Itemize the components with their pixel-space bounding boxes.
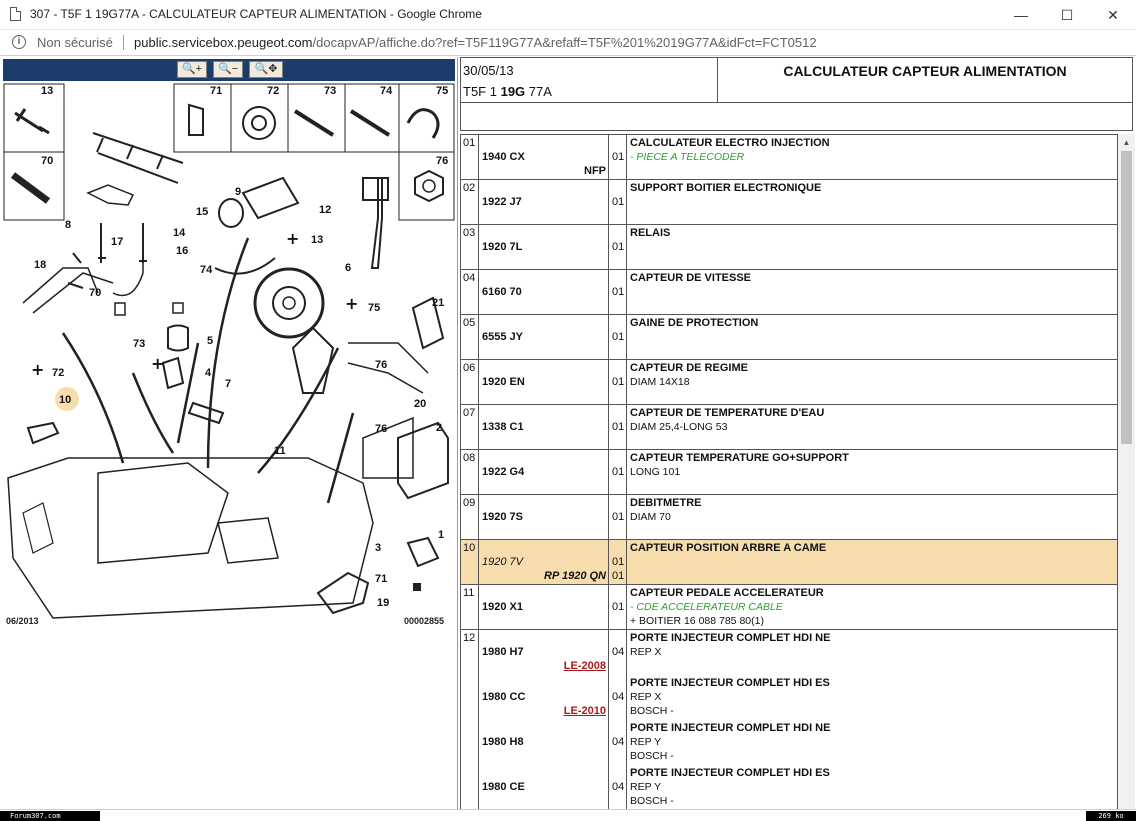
callout-18: 18 [34,259,47,271]
part-detail: + BOITIER 16 088 785 80(1) [630,615,764,627]
callout-5: 5 [207,335,214,347]
svg-text:+: + [151,354,165,373]
quantity: 04 [612,691,625,703]
status-bar [0,809,1136,821]
part-detail: BOSCH - [630,795,674,807]
description-cell [627,585,1117,629]
table-row[interactable] [461,540,1117,585]
callout-75: 75 [368,302,381,314]
ref-cell [479,225,609,269]
part-reference[interactable]: 1980 CC [482,691,526,703]
thumb-70[interactable] [174,84,231,152]
ref-cell [479,135,609,179]
description-cell [627,135,1117,179]
part-title: CAPTEUR DE TEMPERATURE D'EAU [630,407,825,419]
description-cell [627,225,1117,269]
callout-20: 20 [414,398,427,410]
part-reference[interactable]: 1980 H8 [482,736,524,748]
row-number: 10 [461,540,479,584]
quantity: 01 [612,421,625,433]
callout-76: 76 [375,423,388,435]
scrollbar-thumb[interactable] [1121,151,1132,444]
ref-cell [479,180,609,224]
ref-cell [479,540,609,584]
injector-drawing [363,178,388,268]
part-title: RELAIS [630,227,671,239]
table-row[interactable] [461,360,1117,405]
callout-74: 75 [436,85,449,97]
thumb-72[interactable] [288,84,345,152]
row-number: 07 [461,405,479,449]
qty-cell [609,315,627,359]
ref-cell [479,585,609,629]
callout-15: 15 [196,206,209,218]
exploded-diagram[interactable] [3,83,455,631]
part-title: DEBITMETRE [630,497,702,509]
callout-73: 73 [133,338,146,350]
zoom-area-icon[interactable]: 🔍✥ [249,61,283,78]
table-row[interactable] [461,315,1117,360]
thumb-13[interactable] [4,84,64,152]
subheader-box [460,103,1133,131]
callout-21: 21 [432,297,445,309]
table-row[interactable] [461,630,1117,809]
callout-11: 11 [274,445,286,457]
row-number: 06 [461,360,479,404]
scroll-up-icon[interactable]: ▲ [1122,138,1131,147]
part-reference[interactable]: 1980 CE [482,781,525,793]
thumb-75[interactable] [4,152,64,220]
callout-76: 76 [436,155,449,167]
callout-13: 13 [311,234,324,246]
part-detail: REP X [630,646,662,658]
description-cell [627,180,1117,224]
row-number: 12 [461,630,479,809]
zoom-in-icon[interactable]: 🔍+ [177,61,207,78]
description-cell [627,495,1117,539]
part-reference[interactable]: 1920 EN [482,376,525,388]
row-number: 08 [461,450,479,494]
divider [123,35,124,50]
window-title: 307 - T5F 1 19G77A - CALCULATEUR CAPTEUR ALIMENTATION - Google Chrome [30,7,482,21]
quantity: 01 [612,511,625,523]
ref-cell [479,270,609,314]
info-icon[interactable]: i [12,35,26,49]
thumb-74[interactable] [399,84,454,152]
maximize-icon[interactable]: ☐ [1060,7,1074,23]
ref-cell [479,630,609,809]
table-row[interactable] [461,225,1117,270]
callout-74: 74 [200,264,213,276]
callout-76: 76 [375,359,388,371]
url-host: public.servicebox.peugeot.com [134,35,313,50]
table-row[interactable] [461,585,1117,630]
watermark-left: Forum307.com [0,811,100,821]
quantity: 01 [612,601,625,613]
part-reference[interactable]: 1922 G4 [482,466,525,478]
table-row[interactable] [461,405,1117,450]
callout-9: 9 [235,186,242,198]
date-limit-link[interactable]: LE-2008 [563,660,606,672]
part-reference[interactable]: 6160 70 [482,286,522,298]
qty-cell [609,360,627,404]
callout-73: 74 [380,85,393,97]
window-titlebar [0,0,1136,30]
part-reference[interactable]: 1338 C1 [482,421,524,433]
callout-19: 19 [377,597,390,609]
qty-cell [609,135,627,179]
callout-17: 17 [111,236,124,248]
part-detail: BOSCH - [630,750,674,762]
svg-text:+: + [31,360,45,379]
callout-10: 10 [59,394,72,406]
thumb-73[interactable] [345,84,399,152]
quantity: 04 [612,736,625,748]
row-number: 09 [461,495,479,539]
callout-72: 73 [324,85,337,97]
callout-1: 1 [438,529,445,541]
part-title: CAPTEUR TEMPERATURE GO+SUPPORT [630,452,849,464]
row-number: 11 [461,585,479,629]
callout-8: 8 [65,219,72,231]
parts-header [460,57,1133,103]
table-row[interactable] [461,495,1117,540]
qty-cell [609,495,627,539]
thumb-71[interactable] [231,84,288,152]
quantity: 01 [612,331,625,343]
callout-70: 71 [210,85,223,97]
diagram-ref-number: 00002855 [404,616,445,626]
callout-6: 6 [345,262,352,274]
part-detail: DIAM 70 [630,511,671,523]
part-detail: LONG 101 [630,466,681,478]
part-detail: - PIECE A TELECODER [630,151,745,163]
description-cell [627,315,1117,359]
header-date: 30/05/13 [463,63,514,78]
row-number: 03 [461,225,479,269]
callout-16: 16 [176,245,189,257]
callout-71: 72 [267,85,280,97]
qty-cell [609,630,627,809]
page-icon [10,7,21,21]
callout-12: 12 [319,204,332,216]
callout-4: 4 [205,367,212,379]
description-cell [627,450,1117,494]
callout-72: 72 [52,367,65,379]
part-note: RP 1920 QN [544,570,606,582]
part-title: PORTE INJECTEUR COMPLET HDI ES [630,677,830,689]
table-row[interactable] [461,270,1117,315]
quantity: 01 [612,241,625,253]
close-icon[interactable]: ✕ [1107,7,1119,23]
diagram-toolbar [3,59,455,81]
part-reference[interactable]: 1920 7L [482,241,523,253]
part-reference[interactable]: 1922 J7 [482,196,522,208]
qty-cell [609,450,627,494]
row-number: 01 [461,135,479,179]
file-size-label: 269 ko [1086,811,1136,821]
part-title: SUPPORT BOITIER ELECTRONIQUE [630,182,822,194]
quantity: 04 [612,781,625,793]
row-number: 02 [461,180,479,224]
part-title: PORTE INJECTEUR COMPLET HDI ES [630,767,830,779]
ref-cell [479,360,609,404]
diagram-date: 06/2013 [6,616,39,626]
callout-75: 70 [41,155,54,167]
part-title: CAPTEUR PEDALE ACCELERATEUR [630,587,824,599]
part-detail: BOSCH - [630,705,674,717]
part-detail: REP X [630,691,662,703]
date-limit-link[interactable]: LE-2010 [563,705,606,717]
part-title: CALCULATEUR ELECTRO INJECTION [630,137,830,149]
part-note: NFP [584,165,606,177]
quantity: 01 [612,196,625,208]
url-path: /docapvAP/affiche.do?ref=T5F119G77A&refaff=T5F%201%2019G77A&idFct=FCT0512 [312,35,817,50]
qty-cell [609,270,627,314]
quantity: 01 [612,466,625,478]
vertical-scrollbar[interactable] [1118,134,1135,809]
callout-13: 13 [41,85,54,97]
qty-cell [609,405,627,449]
description-cell [627,360,1117,404]
engine-bay-drawing [8,238,373,618]
table-row[interactable] [461,450,1117,495]
part-title: CAPTEUR POSITION ARBRE A CAME [630,542,827,554]
part-title: CAPTEUR DE REGIME [630,362,748,374]
description-cell [627,630,1117,809]
quantity: 01 [612,570,625,582]
svg-text:+: + [345,294,359,313]
part-reference[interactable]: 6555 JY [482,331,523,343]
part-reference[interactable]: 1920 X1 [482,601,523,613]
part-reference[interactable]: 1940 CX [482,151,525,163]
row-number: 05 [461,315,479,359]
row-number: 04 [461,270,479,314]
part-detail: DIAM 25,4-LONG 53 [630,421,728,433]
flowmeter-drawing [215,178,298,274]
quantity: 01 [612,286,625,298]
callout-2: 2 [436,422,443,434]
description-cell [627,540,1117,584]
quantity: 01 [612,376,625,388]
part-title: CAPTEUR DE VITESSE [630,272,752,284]
part-title: GAINE DE PROTECTION [630,317,759,329]
address-bar[interactable] [0,30,1136,56]
callout-71: 71 [375,573,388,585]
quantity: 04 [612,646,625,658]
table-row[interactable] [461,180,1117,225]
minimize-icon[interactable]: — [1014,7,1028,23]
part-title: PORTE INJECTEUR COMPLET HDI NE [630,722,831,734]
thumb-76[interactable] [399,152,454,220]
ref-cell [479,450,609,494]
description-cell [627,405,1117,449]
diagram-pane [0,57,458,809]
callout-70: 70 [89,287,102,299]
quantity: 01 [612,556,625,568]
qty-cell [609,225,627,269]
part-reference[interactable]: 1920 7S [482,511,523,523]
qty-cell [609,540,627,584]
part-detail: DIAM 14X18 [630,376,690,388]
callout-3: 3 [375,542,382,554]
ref-cell [479,315,609,359]
description-cell [627,270,1117,314]
ref-cell [479,495,609,539]
callout-7: 7 [225,378,232,390]
svg-text:+: + [286,229,300,248]
part-detail: REP Y [630,736,662,748]
zoom-out-icon[interactable]: 🔍− [213,61,243,78]
ref-cell [479,405,609,449]
part-reference[interactable]: 1980 H7 [482,646,524,658]
quantity: 01 [612,151,625,163]
parts-pane [458,57,1136,809]
callout-14: 14 [173,227,186,239]
marker-square [413,583,421,591]
url-text[interactable] [134,35,817,50]
page-title: CALCULATEUR CAPTEUR ALIMENTATION [783,63,1067,79]
part-detail: - CDE ACCELERATEUR CABLE [630,601,783,613]
parts-table [460,134,1118,809]
part-reference[interactable]: 1920 7V [482,556,523,568]
qty-cell [609,585,627,629]
part-title: PORTE INJECTEUR COMPLET HDI NE [630,632,831,644]
table-row[interactable] [461,135,1117,180]
header-code: T5F 1 19G 77A [463,84,552,99]
part-detail: REP Y [630,781,662,793]
security-label[interactable]: Non sécurisé [37,35,113,50]
qty-cell [609,180,627,224]
